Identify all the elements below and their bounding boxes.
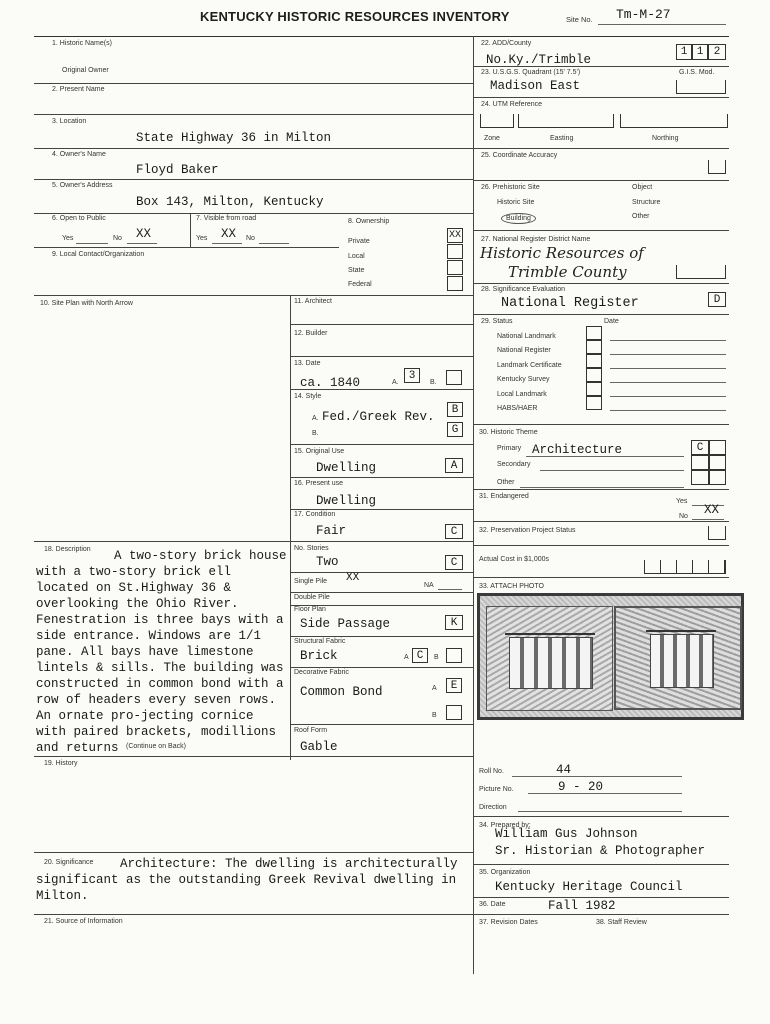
- rule-r16: [473, 914, 729, 915]
- primary-label: Primary: [497, 445, 522, 452]
- ownership-federal-box[interactable]: [447, 276, 463, 291]
- date-b-box[interactable]: [446, 370, 462, 385]
- theme-box-2[interactable]: [709, 440, 726, 455]
- style-box-1[interactable]: B: [447, 402, 463, 417]
- present-use-label: 16. Present use: [294, 480, 344, 487]
- status-nat-landmark: National Landmark: [497, 333, 556, 340]
- ownership-state-box[interactable]: [447, 260, 463, 275]
- rule-r15: [473, 897, 729, 898]
- description-text: A two-story brick house with a two-story brick ell located on St.Highway 36 & overlooking the Ohio River. Fenestration is three bays with a side entrance. Windows are 1/1 pane. All bays have limestone lintels & sills. The building was constructed in common bond with a row of headers every seven rows. An ornate pro-jecting cornice with paired brackets, modillions and returns: [36, 549, 287, 755]
- location-value: State Highway 36 in Milton: [136, 131, 332, 145]
- theme-box-5[interactable]: [691, 470, 709, 485]
- location-label: 3. Location: [52, 118, 87, 125]
- rule-r5: [473, 230, 729, 231]
- rule-source-top: [34, 914, 473, 915]
- condition-box[interactable]: C: [445, 524, 463, 539]
- visible-yes-line: [212, 243, 242, 244]
- original-use-box[interactable]: A: [445, 458, 463, 473]
- historic-names-label: 1. Historic Name(s): [52, 40, 112, 47]
- building-label: Building: [501, 213, 536, 224]
- style-a-value: Fed./Greek Rev.: [322, 410, 435, 424]
- primary-line: [526, 456, 684, 457]
- rule-4: [34, 179, 473, 180]
- rule-m13: [290, 724, 473, 725]
- open-yes-line: [76, 243, 108, 244]
- preservation-label: 32. Preservation Project Status: [479, 527, 576, 534]
- org-value: Kentucky Heritage Council: [495, 880, 683, 894]
- rule-6: [34, 247, 339, 248]
- original-owner-label: Original Owner: [62, 67, 109, 74]
- utm-northing-box[interactable]: [620, 114, 728, 128]
- divider-6-7: [190, 213, 191, 247]
- condition-label: 17. Condition: [294, 511, 336, 518]
- continue-on-back: (Continue on Back): [126, 743, 186, 750]
- theme-box-4[interactable]: [709, 455, 726, 470]
- date-a-label: A.: [392, 379, 399, 386]
- status-box-6[interactable]: [586, 396, 602, 410]
- northing-label: Northing: [652, 135, 679, 142]
- gis-label: G.I.S. Mod.: [679, 69, 715, 76]
- theme-box-1[interactable]: C: [691, 440, 709, 455]
- rule-5: [34, 213, 473, 214]
- style-b-label: B.: [312, 430, 319, 437]
- secondary-line: [540, 470, 684, 471]
- roll-line: [512, 776, 682, 777]
- status-box-5[interactable]: [586, 382, 602, 396]
- prehistoric-label: 26. Prehistoric Site: [481, 184, 540, 191]
- endangered-label: 31. Endangered: [479, 493, 529, 500]
- ownership-private-box[interactable]: XX: [448, 230, 461, 241]
- photo-left-building: [509, 637, 593, 689]
- rule-r7: [473, 314, 729, 315]
- coord-accuracy-label: 25. Coordinate Accuracy: [481, 152, 558, 159]
- endangered-yes-label: Yes: [676, 498, 688, 505]
- photo-right-roof: [646, 630, 716, 632]
- significance-label: 20. Significance: [44, 859, 94, 866]
- status-label: 29. Status: [481, 318, 513, 325]
- main-divider: [473, 36, 474, 974]
- add-box-2: 1: [692, 44, 708, 60]
- site-plan-label: 10. Site Plan with North Arrow: [40, 300, 133, 307]
- rule-r8: [473, 424, 729, 425]
- staff-review-label: 38. Staff Review: [596, 919, 647, 926]
- floor-plan-label: Floor Plan: [294, 606, 326, 613]
- easting-label: Easting: [550, 135, 574, 142]
- object-label: Object: [632, 184, 653, 191]
- picture-line: [528, 793, 682, 794]
- add-box-3: 2: [708, 44, 726, 60]
- photo-left: [486, 606, 613, 711]
- rule-m3: [290, 389, 473, 390]
- rule-desc-top: [34, 541, 290, 542]
- rule-7: [34, 295, 473, 296]
- local-contact-label: 9. Local Contact/Organization: [52, 251, 145, 258]
- theme-box-3[interactable]: [691, 455, 709, 470]
- rule-r4: [473, 180, 729, 181]
- structure-label: Structure: [632, 199, 661, 206]
- open-no-value: XX: [136, 227, 152, 241]
- primary-value: Architecture: [532, 443, 623, 457]
- theme-other-line: [520, 487, 684, 488]
- ownership-federal: Federal: [348, 281, 372, 288]
- prepared-label: 34. Prepared by:: [479, 822, 531, 829]
- add-box-1: 1: [676, 44, 692, 60]
- direction-line: [518, 811, 682, 812]
- status-date-label: Date: [604, 318, 619, 325]
- prep-date-value: Fall 1982: [548, 899, 616, 913]
- visible-no-label: No: [246, 235, 255, 242]
- open-no-line: [127, 243, 157, 244]
- roll-label: Roll No.: [479, 768, 504, 775]
- rule-3: [34, 148, 473, 149]
- status-box-4[interactable]: [586, 368, 602, 382]
- prep-date-label: 36. Date: [479, 901, 506, 908]
- rule-m8: [290, 572, 473, 573]
- roof-value: Gable: [300, 740, 338, 754]
- form-title: KENTUCKY HISTORIC RESOURCES INVENTORY: [200, 9, 510, 24]
- historic-site-label: Historic Site: [497, 199, 535, 206]
- nr-district-line1: Historic Resources of: [480, 244, 644, 262]
- history-label: 19. History: [44, 760, 78, 767]
- rule-m2: [290, 356, 473, 357]
- status-box-3[interactable]: [586, 354, 602, 368]
- status-ky-survey: Kentucky Survey: [497, 376, 550, 383]
- status-box-2[interactable]: [586, 340, 602, 354]
- owner-address-label: 5. Owner's Address: [52, 182, 113, 189]
- original-use-label: 15. Original Use: [294, 448, 345, 455]
- visible-yes-label: Yes: [196, 235, 208, 242]
- structural-b-label: B: [434, 654, 439, 661]
- status-date-line-6: [610, 410, 726, 411]
- visible-no-line: [259, 243, 289, 244]
- preservation-box[interactable]: [708, 526, 726, 540]
- coord-accuracy-box[interactable]: [708, 160, 726, 174]
- decorative-a-box[interactable]: E: [446, 678, 462, 693]
- status-date-line-5: [610, 396, 726, 397]
- rule-r1: [473, 66, 729, 67]
- owner-name-label: 4. Owner's Name: [52, 151, 106, 158]
- present-name-label: 2. Present Name: [52, 86, 105, 93]
- secondary-label: Secondary: [497, 461, 531, 468]
- rule-history-top: [34, 756, 473, 757]
- nr-district-line2: Trimble County: [508, 263, 627, 281]
- photo-right-building: [650, 634, 714, 688]
- status-local-landmark: Local Landmark: [497, 391, 547, 398]
- style-a-label: A.: [312, 415, 319, 422]
- structural-label: Structural Fabric: [294, 638, 346, 645]
- utm-easting-box[interactable]: [518, 114, 614, 128]
- photo-right: [614, 606, 742, 710]
- condition-value: Fair: [316, 524, 347, 538]
- status-habs: HABS/HAER: [497, 405, 538, 412]
- nr-district-box[interactable]: [676, 265, 726, 279]
- zone-label: Zone: [484, 135, 500, 142]
- roll-value: 44: [556, 763, 572, 777]
- sig-eval-box[interactable]: D: [708, 292, 726, 307]
- decorative-value: Common Bond: [300, 685, 383, 699]
- source-label: 21. Source of Information: [44, 918, 123, 925]
- decorative-a-label: A: [432, 685, 437, 692]
- builder-label: 12. Builder: [294, 330, 328, 337]
- status-date-line-2: [610, 354, 726, 355]
- quadrant-label: 23. U.S.G.S. Quadrant (15' 7.5'): [481, 69, 581, 76]
- floor-plan-box[interactable]: K: [445, 615, 463, 630]
- endangered-no-label: No: [679, 513, 688, 520]
- ownership-state: State: [348, 267, 365, 274]
- na-line: [438, 589, 462, 590]
- owner-address-value: Box 143, Milton, Kentucky: [136, 195, 324, 209]
- rule-m4: [290, 444, 473, 445]
- ownership-local: Local: [348, 253, 365, 260]
- rule-1: [34, 83, 473, 84]
- rule-r14: [473, 864, 729, 865]
- rule-m6: [290, 509, 473, 510]
- rule-r11: [473, 545, 729, 546]
- rule-r12: [473, 577, 729, 578]
- rule-m9: [290, 592, 473, 593]
- structural-a-label: A: [404, 654, 409, 661]
- structural-value: Brick: [300, 649, 338, 663]
- picture-value: 9 - 20: [558, 780, 604, 794]
- floor-plan-value: Side Passage: [300, 617, 391, 631]
- status-date-line-4: [610, 382, 726, 383]
- rule-r3: [473, 148, 729, 149]
- ownership-private: Private: [348, 238, 370, 245]
- sig-eval-value: National Register: [501, 296, 639, 311]
- endangered-no-line: [692, 519, 724, 520]
- prepared-name: William Gus Johnson: [495, 827, 638, 841]
- theme-other-label: Other: [497, 479, 515, 486]
- decorative-label: Decorative Fabric: [294, 669, 349, 676]
- theme-label: 30. Historic Theme: [479, 429, 538, 436]
- quadrant-value: Madison East: [490, 79, 581, 93]
- picture-label: Picture No.: [479, 786, 514, 793]
- stories-value: Two: [316, 555, 339, 569]
- rule-2: [34, 114, 473, 115]
- na-label: NA: [424, 582, 434, 589]
- date-label: 13. Date: [294, 360, 321, 367]
- style-box-2[interactable]: G: [447, 422, 463, 437]
- utm-label: 24. UTM Reference: [481, 101, 543, 108]
- open-public-label: 6. Open to Public: [52, 215, 106, 222]
- site-no-label: Site No.: [566, 15, 593, 24]
- add-county-value: No.Ky./Trimble: [486, 53, 592, 67]
- middle-divider: [290, 295, 291, 760]
- date-value: ca. 1840: [300, 376, 361, 390]
- date-a-box[interactable]: 3: [404, 368, 420, 383]
- status-date-line-1: [610, 340, 726, 341]
- rule-r9: [473, 489, 729, 490]
- owner-name-value: Floyd Baker: [136, 163, 219, 177]
- ownership-local-box[interactable]: [447, 244, 463, 259]
- org-label: 35. Organization: [479, 869, 531, 876]
- date-b-label: B.: [430, 379, 437, 386]
- open-no-label: No: [113, 235, 122, 242]
- cost-label: Actual Cost in $1,000s: [479, 556, 550, 563]
- rule-m5: [290, 477, 473, 478]
- stories-label: No. Stories: [294, 545, 329, 552]
- single-pile-value: XX: [346, 572, 360, 584]
- original-use-value: Dwelling: [316, 461, 377, 475]
- visible-yes-value: XX: [221, 227, 237, 241]
- decorative-b-label: B: [432, 712, 437, 719]
- rule-m12: [290, 667, 473, 668]
- nr-district-label: 27. National Register District Name: [481, 236, 591, 243]
- rule-r6: [473, 283, 729, 284]
- status-landmark-cert: Landmark Certificate: [497, 362, 562, 369]
- rule-sig-top: [34, 852, 473, 853]
- site-no-value: Tm-M-27: [616, 7, 671, 22]
- utm-zone-box[interactable]: [480, 114, 514, 128]
- status-date-line-3: [610, 368, 726, 369]
- rule-r10: [473, 521, 729, 522]
- open-yes-label: Yes: [62, 235, 74, 242]
- structural-a-box[interactable]: C: [412, 648, 428, 663]
- status-nat-register: National Register: [497, 347, 551, 354]
- endangered-no-value: XX: [704, 503, 720, 517]
- attached-photo: [477, 593, 744, 720]
- rule-r13: [473, 816, 729, 817]
- roof-label: Roof Form: [294, 727, 328, 734]
- rule-m1: [290, 324, 473, 325]
- direction-label: Direction: [479, 804, 507, 811]
- photo-left-roof: [505, 633, 595, 635]
- cost-box[interactable]: [644, 560, 726, 574]
- structural-b-box[interactable]: [446, 648, 462, 663]
- present-use-value: Dwelling: [316, 494, 377, 508]
- single-pile-label: Single Pile: [294, 578, 328, 585]
- rule-r2: [473, 97, 729, 98]
- sig-eval-label: 28. Significance Evaluation: [481, 286, 566, 293]
- gis-box[interactable]: [676, 80, 726, 94]
- other-label: Other: [632, 213, 650, 220]
- theme-box-6[interactable]: [709, 470, 726, 485]
- rule-m7: [290, 541, 473, 542]
- visible-road-label: 7. Visible from road: [196, 215, 257, 222]
- site-no-line: [598, 24, 726, 25]
- stories-box[interactable]: C: [445, 555, 463, 570]
- decorative-b-box[interactable]: [446, 705, 462, 720]
- status-box-1[interactable]: [586, 326, 602, 340]
- revision-label: 37. Revision Dates: [479, 919, 538, 926]
- style-label: 14. Style: [294, 393, 322, 400]
- double-pile-label: Double Pile: [294, 594, 330, 601]
- prepared-title: Sr. Historian & Photographer: [495, 844, 706, 858]
- description-label: 18. Description: [44, 546, 91, 553]
- significance-text: Architecture: The dwelling is architecturally significant as the outstanding Greek Revival dwelling in Milton.: [36, 857, 458, 903]
- ownership-label: 8. Ownership: [348, 218, 390, 225]
- photo-label: 33. ATTACH PHOTO: [479, 583, 544, 590]
- add-county-label: 22. ADD/County: [481, 40, 532, 47]
- architect-label: 11. Architect: [294, 298, 333, 305]
- rule-m11: [290, 636, 473, 637]
- header-rule: [34, 36, 729, 37]
